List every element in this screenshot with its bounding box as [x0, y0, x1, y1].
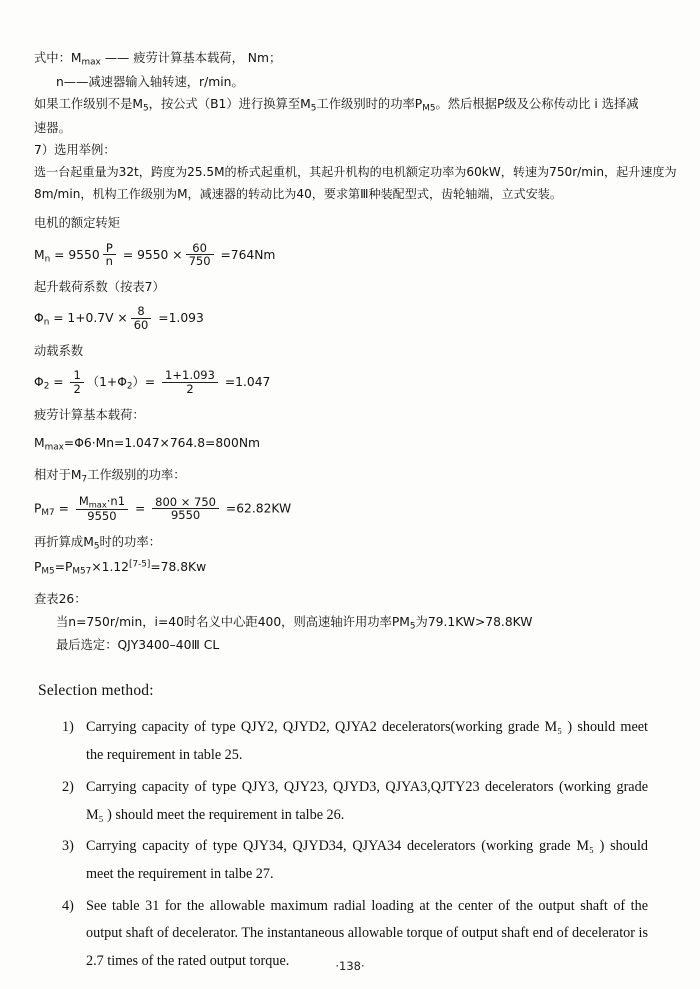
eq3-part4: =1.047: [220, 375, 271, 390]
section-7-heading: 7）选用举例：: [34, 142, 116, 157]
eq5-frac2-numerator: 800 × 750: [152, 496, 219, 510]
eq6-part1-sub: M57: [72, 566, 92, 577]
list-item: [62, 774, 648, 829]
eq1-symbol-sub: n: [44, 253, 51, 264]
eq6-symbol: P: [34, 559, 42, 574]
eq2-fraction: [131, 305, 152, 332]
eq5-part2: =: [131, 501, 150, 516]
eq6-symbol-sub: M5: [41, 566, 55, 577]
list-item: [62, 833, 648, 888]
selection-method-list: [34, 714, 666, 975]
chinese-body: [34, 48, 677, 656]
list-item-marker: 3): [62, 838, 74, 855]
eq3-frac1-numerator: 1: [70, 369, 83, 383]
eq5-fraction-1: [76, 495, 128, 523]
eq1-frac1-numerator: P: [103, 242, 116, 256]
eq3-part3: ）=: [132, 375, 160, 390]
page-number: ·138·: [335, 959, 365, 973]
hoisting-load-factor-equation: [34, 305, 666, 332]
list-item-text: Carrying capacity of type QJY3, QJY23, QJYD3, QJYA3,QJTY23 decelerators (working grade M₅ ) should meet the requirement in talbe 26.: [86, 778, 648, 823]
eq1-part3: =764Nm: [216, 247, 276, 262]
eq2-frac-numerator: 8: [131, 305, 152, 319]
conversion-text-d: 。然后根据P级及公称传动比 i 选择减: [435, 96, 639, 111]
hoisting-load-factor-title: 起升载荷系数（按表7）: [34, 280, 165, 295]
eq2-part1: = 1+0.7V ×: [49, 311, 128, 326]
conversion-paragraph-cont: 速器。: [34, 120, 71, 135]
eq3-symbol: Φ: [34, 375, 44, 390]
eq6-part2: ×1.12: [91, 559, 129, 574]
eq4-symbol-sub: max: [44, 442, 64, 453]
m5-power-title: [34, 532, 666, 555]
eq3-symbol-sub: 2: [43, 381, 50, 392]
eq6-part1: =P: [54, 559, 73, 574]
conversion-sub-c: M5: [422, 103, 436, 114]
eq1-frac1-denominator: n: [105, 254, 113, 269]
eq5-part3: =62.82KW: [222, 501, 292, 516]
list-item-marker: 2): [62, 778, 74, 795]
eq1-fraction-2: [186, 242, 214, 269]
table26-result-a: 当n=750r/min，i=40时名义中心距400，则高速轴许用功率PM: [56, 614, 410, 629]
conversion-paragraph: [34, 94, 666, 117]
list-item-marker: 1): [62, 719, 74, 736]
list-item: [62, 714, 648, 769]
selection-method-heading: Selection method:: [38, 682, 154, 700]
eq3-frac2-numerator: 1+1.093: [162, 369, 218, 383]
eq5-symbol-sub: M7: [41, 507, 55, 518]
m5-title-sub: 5: [93, 541, 100, 552]
eq3-fraction-2: [162, 369, 218, 396]
motor-rated-torque-equation: [34, 242, 666, 269]
formula-legend-line-2: n——减速器输入轴转速，r/min。: [56, 74, 244, 89]
final-selection-line: 最后选定：QJY3400–40Ⅲ CL: [56, 638, 220, 653]
eq5-symbol: P: [34, 501, 42, 516]
table26-result-sub: 5: [409, 621, 416, 632]
eq5-part1: =: [54, 501, 73, 516]
example-paragraph-line-1: 选一台起重量为32t，跨度为25.5M的桥式起重机，其起升机构的电机额定功率为60kW，转速为750r/min，起升速度为: [34, 164, 677, 179]
eq1-frac2-numerator: 60: [186, 242, 214, 256]
eq2-frac-denominator: 60: [133, 318, 149, 333]
conversion-text-a: 如果工作级别不是M: [34, 96, 143, 111]
motor-rated-torque-title: 电机的额定转矩: [34, 216, 121, 231]
eq4-part1: =Φ6·Mn=1.047×764.8=800Nm: [63, 436, 260, 451]
list-item-marker: 4): [62, 897, 74, 914]
conversion-sub-a: 5: [143, 103, 149, 114]
eq2-symbol-sub: n: [43, 317, 50, 328]
m7-power-title: [34, 465, 666, 488]
m7-title-b: 工作级别的功率：: [87, 467, 186, 482]
eq3-fraction-1: [70, 369, 83, 396]
dynamic-load-factor-title: 动载系数: [34, 344, 84, 359]
eq3-frac2-denominator: 2: [186, 382, 194, 397]
m7-power-equation: [34, 495, 666, 523]
legend-rest: —— 疲劳计算基本载荷， Nm；: [100, 51, 282, 65]
eq2-part2: =1.093: [154, 311, 204, 326]
table26-result-b: 为79.1KW>78.8KW: [415, 614, 533, 629]
example-paragraph-line-2: 8m/min，机构工作级别为M，减速器的转动比为40，要求第Ⅲ种装配型式，齿轮轴端，立式安装。: [34, 186, 562, 201]
eq5-frac2-denominator: 9550: [170, 508, 201, 523]
eq4-symbol: M: [34, 436, 45, 451]
conversion-sub-b: 5: [310, 103, 317, 114]
conversion-text-c: 工作级别时的功率P: [316, 96, 423, 111]
eq3-part2: （1+Φ: [86, 375, 127, 390]
eq3-part1: =: [49, 375, 68, 390]
eq1-symbol: M: [34, 247, 45, 262]
eq6-superscript: [7-5]: [129, 559, 151, 570]
legend-subscript: max: [81, 57, 101, 68]
table26-lookup-line: 查表26：: [34, 591, 87, 606]
fatigue-base-load-equation: [34, 433, 666, 456]
eq5-fraction-2: [152, 496, 219, 523]
eq3-frac1-denominator: 2: [73, 382, 81, 397]
eq2-symbol: Φ: [34, 311, 44, 326]
list-item-text: Carrying capacity of type QJY2, QJYD2, QJYA2 decelerators(working grade M₅ ) should meet the requirement in table 25.: [86, 719, 648, 764]
eq5-frac1-num-sub: max: [88, 498, 107, 509]
fatigue-base-load-title: 疲劳计算基本载荷：: [34, 408, 145, 423]
list-item-text: See table 31 for the allowable maximum radial loading at the center of the output shaft of the output shaft of decelerator. The instantaneous allowable torque of output shaft end of decelerator is 2.7 times of the rated output torque.: [86, 897, 648, 969]
m7-title-a: 相对于M: [34, 467, 82, 482]
eq3-part2-sub: 2: [126, 381, 133, 392]
eq6-part3: =78.8Kw: [150, 559, 207, 574]
conversion-text-b: ，按公式（B1）进行换算至M: [148, 96, 311, 111]
list-item-text: Carrying capacity of type QJY34, QJYD34, QJYA34 decelerators (working grade M₅ ) should meet the requirement in talbe 27.: [86, 838, 648, 882]
eq1-fraction-1: [103, 242, 116, 269]
eq5-frac1-num-a: M: [78, 493, 89, 508]
eq1-part1: = 9550: [50, 247, 100, 262]
eq5-frac1-denominator: 9550: [87, 509, 117, 524]
eq1-part2: = 9550 ×: [118, 247, 183, 262]
eq5-frac1-num-b: ·n1: [106, 493, 126, 508]
eq5-frac1-numerator: [76, 495, 128, 511]
m5-title-a: 再折算成M: [34, 535, 94, 550]
m5-power-equation: [34, 557, 666, 580]
formula-legend-line-1: [34, 48, 666, 71]
dynamic-load-factor-equation: [34, 369, 666, 396]
m7-title-sub: 7: [81, 474, 88, 485]
table26-result-line: [56, 612, 666, 635]
eq1-frac2-denominator: 750: [188, 254, 211, 269]
legend-prefix: 式中：M: [34, 51, 82, 65]
m5-title-b: 时的功率：: [99, 535, 161, 550]
